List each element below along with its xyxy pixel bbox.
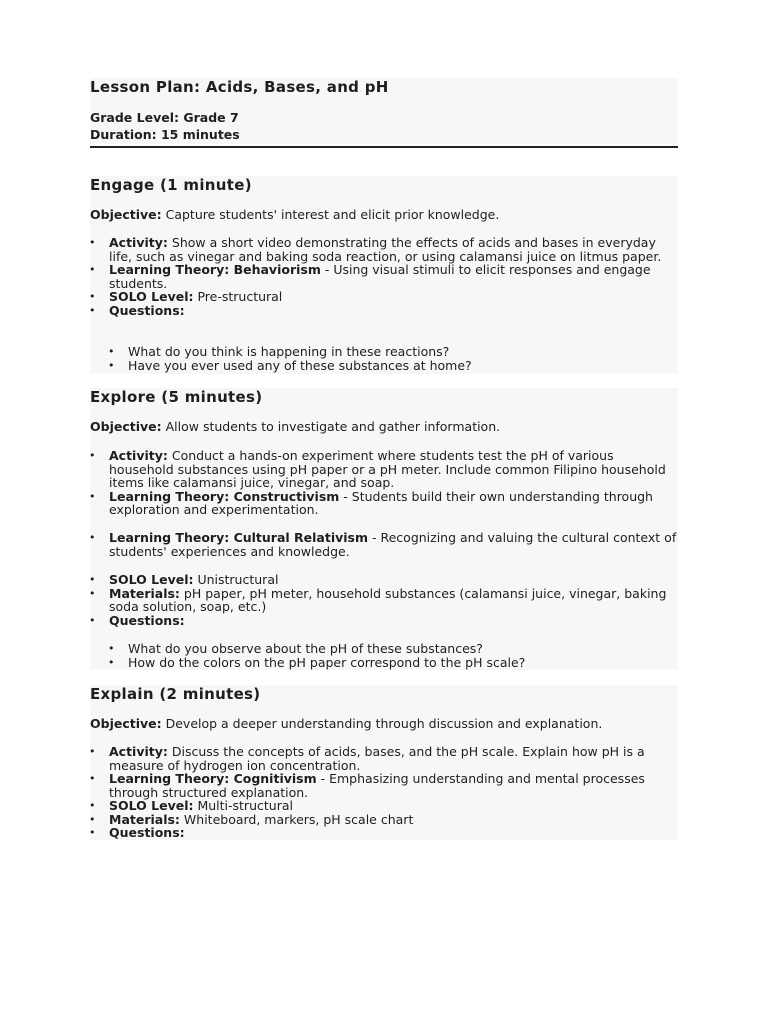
list-item: • Activity: Show a short video demonstrating the effects of acids and bases in everyday life, such as vinegar and baking soda reaction, or using calamansi juice on litmus paper.: [109, 236, 678, 263]
details-list: [90, 531, 678, 558]
details-list: [90, 449, 678, 517]
details-list: [90, 745, 678, 840]
list-item: • Activity: Discuss the concepts of acids, bases, and the pH scale. Explain how pH is a measure of hydrogen ion concentration.: [109, 745, 678, 772]
list-item: • Materials: Whiteboard, markers, pH scale chart: [109, 813, 678, 827]
details-list: [90, 573, 678, 627]
questions-list: [90, 642, 678, 669]
section-explain: [90, 685, 678, 840]
list-item: • Questions:: [109, 304, 678, 318]
section-heading: Explain (2 minutes): [90, 685, 261, 703]
list-item: • Materials: pH paper, pH meter, household substances (calamansi juice, vinegar, baking soda solution, soap, etc.): [109, 587, 678, 614]
objective: Objective: Capture students' interest and elicit prior knowledge.: [90, 207, 500, 222]
grade-level: Grade Level: Grade 7: [90, 110, 239, 125]
question-item: • What do you think is happening in these reactions?: [128, 345, 678, 359]
question-item: • Have you ever used any of these substances at home?: [128, 359, 678, 373]
list-item: • SOLO Level: Pre-structural: [109, 290, 678, 304]
list-item: • SOLO Level: Unistructural: [109, 573, 678, 587]
list-item: • Learning Theory: Behaviorism - Using visual stimuli to elicit responses and engage students.: [109, 263, 678, 290]
section-heading: Explore (5 minutes): [90, 388, 263, 406]
list-item: • Activity: Conduct a hands-on experiment where students test the pH of various household substances using pH paper or a pH meter. Include common Filipino household items like calamansi juice, vinegar, and soap.: [109, 449, 678, 490]
duration: Duration: 15 minutes: [90, 127, 240, 142]
header-block: [90, 78, 678, 144]
question-item: • How do the colors on the pH paper correspond to the pH scale?: [128, 656, 678, 670]
list-item: • SOLO Level: Multi-structural: [109, 799, 678, 813]
list-item: • Learning Theory: Cultural Relativism - Recognizing and valuing the cultural context of students' experiences and knowledge.: [109, 531, 678, 558]
objective: Objective: Allow students to investigate and gather information.: [90, 419, 501, 434]
section-explore: [90, 388, 678, 670]
list-item: • Questions:: [109, 614, 678, 628]
list-item: • Questions:: [109, 826, 678, 840]
page-title: Lesson Plan: Acids, Bases, and pH: [90, 78, 389, 96]
header-divider: [90, 146, 678, 148]
list-item: • Learning Theory: Constructivism - Students build their own understanding through exploration and experimentation.: [109, 490, 678, 517]
questions-list: [90, 345, 678, 372]
section-engage: [90, 176, 678, 374]
question-item: • What do you observe about the pH of these substances?: [128, 642, 678, 656]
list-item: • Learning Theory: Cognitivism - Emphasizing understanding and mental processes through structured explanation.: [109, 772, 678, 799]
details-list: [90, 236, 678, 317]
section-heading: Engage (1 minute): [90, 176, 252, 194]
objective: Objective: Develop a deeper understanding through discussion and explanation.: [90, 716, 603, 731]
